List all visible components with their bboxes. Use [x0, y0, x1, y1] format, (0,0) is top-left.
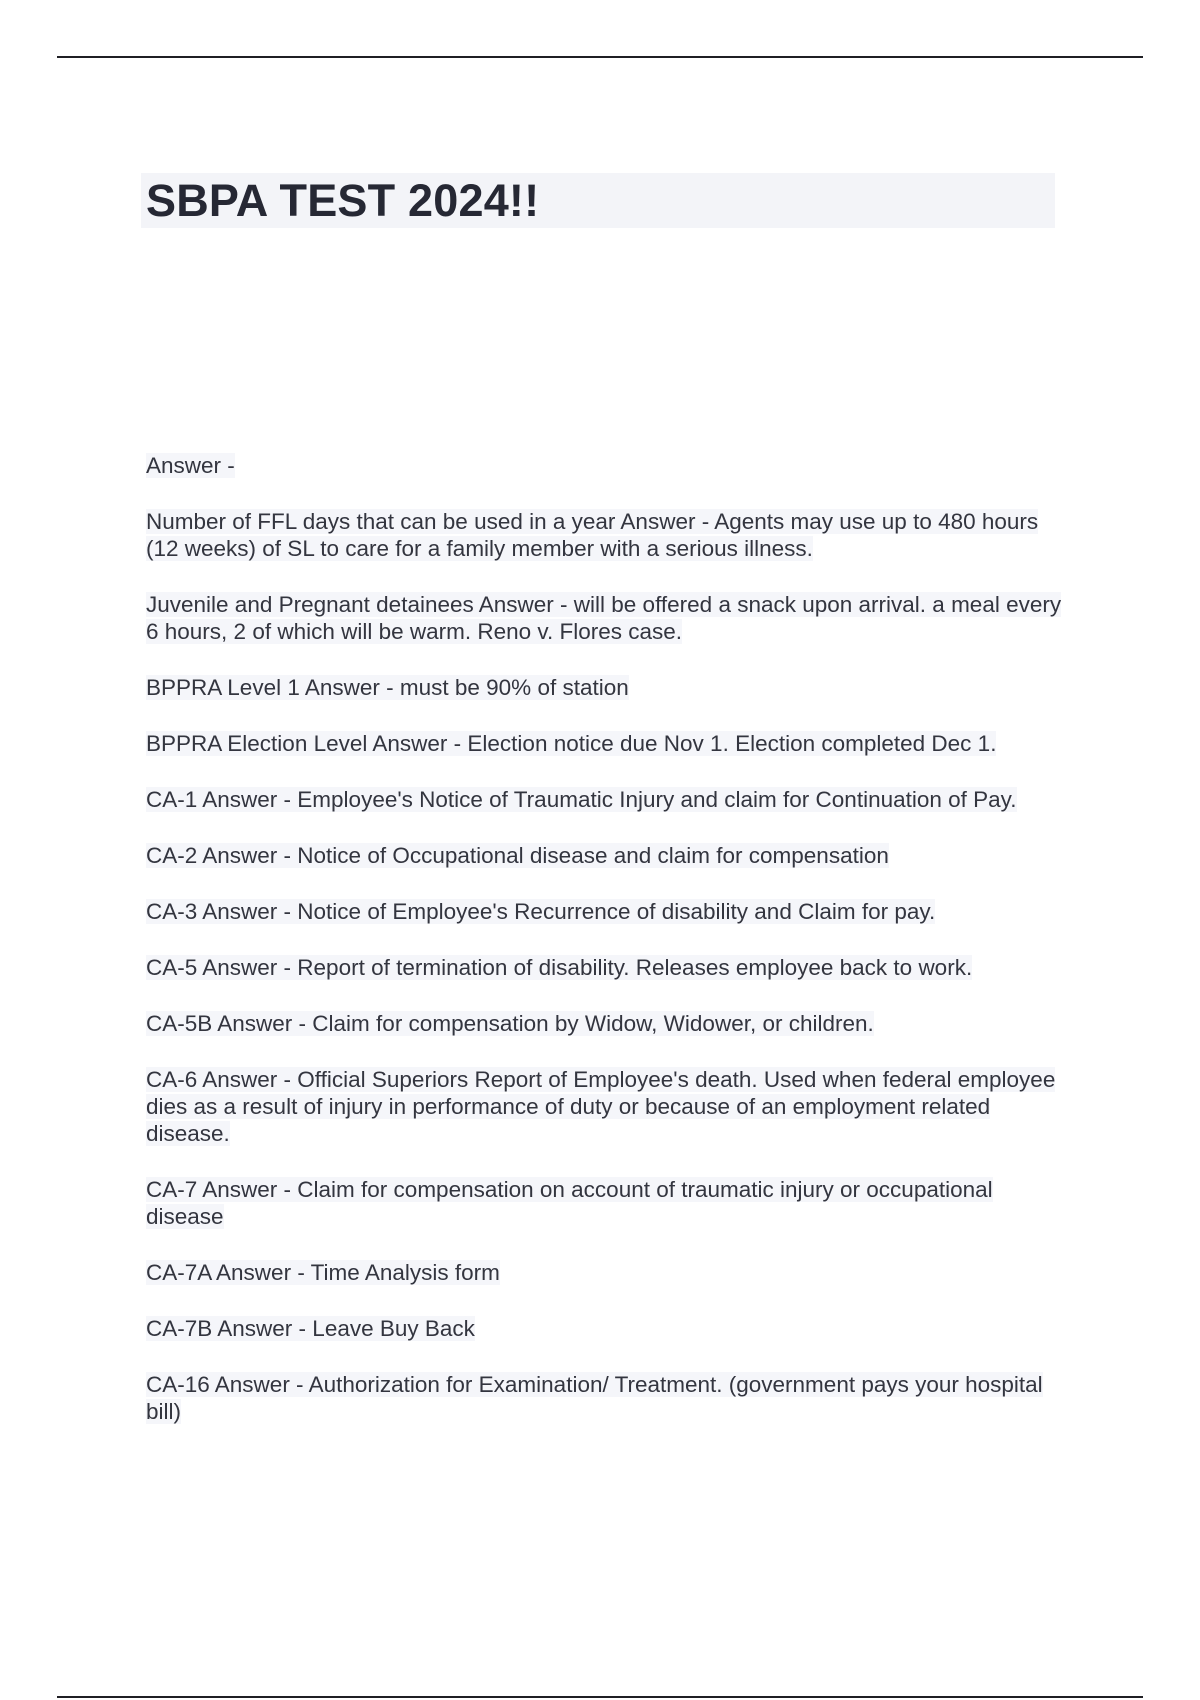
page-title: SBPA TEST 2024!! [146, 175, 540, 226]
bottom-divider [57, 1696, 1143, 1698]
qa-text: CA-6 Answer - Official Superiors Report of Employee's death. Used when federal employee dies as a result of injury in performance of duty or because of an employment related disease. [146, 1067, 1056, 1146]
qa-text: Answer - [146, 453, 235, 478]
qa-text: CA-7 Answer - Claim for compensation on account of traumatic injury or occupational disease [146, 1177, 993, 1229]
qa-text: CA-7B Answer - Leave Buy Back [146, 1316, 475, 1341]
qa-text: CA-2 Answer - Notice of Occupational disease and claim for compensation [146, 843, 889, 868]
qa-list [146, 452, 1066, 1454]
qa-text: CA-16 Answer - Authorization for Examination/ Treatment. (government pays your hospital bill) [146, 1372, 1043, 1424]
qa-item [146, 898, 1066, 925]
qa-item [146, 1176, 1066, 1230]
qa-text: CA-5B Answer - Claim for compensation by Widow, Widower, or children. [146, 1011, 874, 1036]
top-divider [57, 56, 1143, 58]
qa-text: Juvenile and Pregnant detainees Answer - will be offered a snack upon arrival. a meal every 6 hours, 2 of which will be warm. Reno v. Flores case. [146, 592, 1062, 644]
qa-text: CA-1 Answer - Employee's Notice of Traumatic Injury and claim for Continuation of Pay. [146, 787, 1017, 812]
qa-item [146, 1010, 1066, 1037]
qa-item [146, 508, 1066, 562]
qa-text: BPPRA Election Level Answer - Election notice due Nov 1. Election completed Dec 1. [146, 731, 997, 756]
qa-item [146, 674, 1066, 701]
qa-item [146, 1066, 1066, 1147]
qa-text: Number of FFL days that can be used in a year Answer - Agents may use up to 480 hours (12 weeks) of SL to care for a family member with a serious illness. [146, 509, 1039, 561]
qa-item [146, 591, 1066, 645]
qa-item [146, 786, 1066, 813]
qa-item [146, 954, 1066, 981]
qa-item [146, 842, 1066, 869]
qa-text: BPPRA Level 1 Answer - must be 90% of station [146, 675, 629, 700]
qa-text: CA-3 Answer - Notice of Employee's Recurrence of disability and Claim for pay. [146, 899, 936, 924]
qa-item [146, 1259, 1066, 1286]
qa-text: CA-7A Answer - Time Analysis form [146, 1260, 500, 1285]
qa-item [146, 730, 1066, 757]
qa-item [146, 452, 1066, 479]
qa-text: CA-5 Answer - Report of termination of disability. Releases employee back to work. [146, 955, 973, 980]
qa-item [146, 1371, 1066, 1425]
qa-item [146, 1315, 1066, 1342]
